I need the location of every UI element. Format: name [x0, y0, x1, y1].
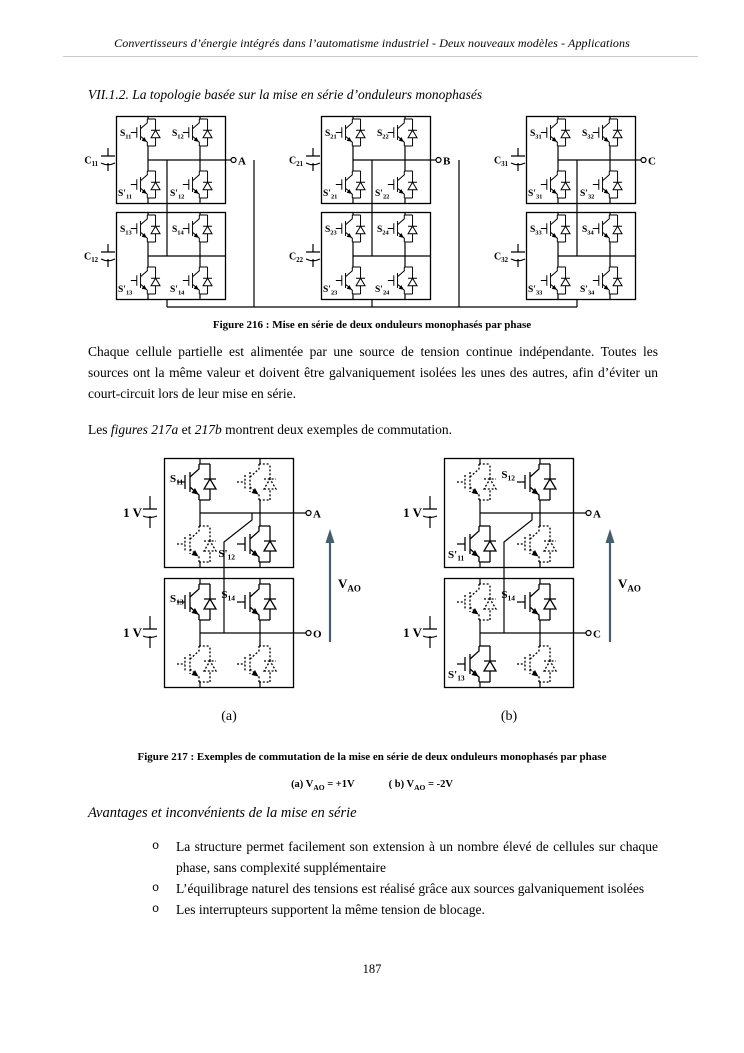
phase-terminal: [436, 158, 441, 163]
switch-label: $S'_{13}$: [118, 285, 133, 297]
capacitor-label: $C_{31}$: [493, 155, 508, 168]
switch-off: [517, 646, 556, 682]
header-rule: [63, 56, 698, 57]
terminal-a: [586, 511, 591, 516]
switch-label: $S_{13}$: [120, 225, 132, 237]
subcaption-b: ( b) $V_{AO} = -2V$: [388, 779, 453, 793]
switch-label: $S_{13}$: [170, 593, 184, 607]
switch-label: $S_{11}$: [120, 129, 132, 141]
phase-terminal-label: B: [443, 155, 451, 168]
switch-label: $S'_{23}$: [323, 285, 338, 297]
terminal-label: O: [313, 628, 322, 641]
source-label: 1 V: [403, 625, 422, 640]
voltage-label: $V_{AO}$: [618, 576, 641, 594]
phase-terminal: [641, 158, 646, 163]
switch-label: $S_{23}$: [325, 225, 337, 237]
switch-label: $S_{21}$: [325, 129, 337, 141]
terminal-label: A: [593, 508, 601, 521]
advantages-list: [152, 836, 658, 920]
running-header: Convertisseurs d’énergie intégrés dans l’automatisme industriel - Deux nouveaux modèles - Applications: [114, 36, 630, 50]
switch-label: $S'_{21}$: [323, 189, 338, 201]
switch-off: [457, 584, 496, 620]
switch-label: $S'_{11}$: [118, 189, 133, 201]
list-item-text: L’équilibrage naturel des tensions est réalisé grâce aux sources galvaniquement isolées: [176, 881, 645, 896]
switch-on: [237, 526, 276, 562]
switch-label: $S_{32}$: [582, 129, 594, 141]
list-item-text: Les interrupteurs supportent la même tension de blocage.: [176, 902, 485, 917]
source-label: 1 V: [123, 505, 142, 520]
switch-label: $S'_{11}$: [448, 549, 465, 563]
source-label: 1 V: [123, 625, 142, 640]
source-label: 1 V: [403, 505, 422, 520]
voltage-arrowhead: [326, 529, 335, 543]
text-run: et: [178, 422, 195, 437]
switch-label: $S_{14}$: [501, 589, 515, 603]
switch-off: [177, 526, 216, 562]
switch-label: $S_{24}$: [377, 225, 389, 237]
figure-reference: 217b: [194, 422, 222, 437]
switch-label: $S_{31}$: [530, 129, 542, 141]
list-item: [152, 878, 658, 899]
figure-216-caption: Figure 216 : Mise en série de deux onduleurs monophasés par phase: [212, 319, 532, 331]
switch-off: [237, 464, 276, 500]
switch-label: $S_{14}$: [221, 589, 235, 603]
phase-terminal: [231, 158, 236, 163]
cell-link-wire: [224, 513, 252, 633]
switch-label: $S'_{14}$: [170, 285, 185, 297]
body-paragraph: Chaque cellule partielle est alimentée par une source de tension continue indépendante. Toutes les sources ont la même valeur et doivent être galvaniquement isolées les unes des autres, afin d’éviter un court-circuit lors de leur mise en série.: [88, 344, 658, 401]
voltage-label: $V_{AO}$: [338, 576, 361, 594]
switch-on: [237, 584, 276, 620]
terminal-c: [586, 631, 591, 636]
capacitor-label: $C_{11}$: [84, 155, 98, 168]
capacitor-label: $C_{21}$: [288, 155, 303, 168]
switch-off: [517, 526, 556, 562]
text-run: Les: [88, 422, 111, 437]
phase-terminal-label: A: [238, 155, 246, 168]
figure-217-caption: Figure 217 : Exemples de commutation de la mise en série de deux onduleurs monophasés par phase: [137, 751, 607, 763]
switch-on: [517, 464, 556, 500]
section-title: VII.1.2. La topologie basée sur la mise en série d’onduleurs monophasés: [88, 87, 483, 102]
switch-label: $S'_{12}$: [218, 548, 235, 562]
text-run: montrent deux exemples de commutation.: [221, 422, 452, 437]
switch-off: [177, 646, 216, 682]
bullet-marker: o: [152, 839, 160, 853]
capacitor-label: $C_{22}$: [288, 251, 303, 264]
bullet-marker: o: [152, 902, 160, 916]
subfigure-a: [123, 458, 361, 724]
phase-terminal-label: C: [648, 155, 656, 168]
switch-off: [237, 646, 276, 682]
phase-b-column: [289, 116, 451, 307]
switch-label: $S'_{32}$: [580, 189, 595, 201]
switch-label: $S'_{22}$: [375, 189, 390, 201]
capacitor-label: $C_{12}$: [83, 251, 98, 264]
switch-label: $S'_{33}$: [528, 285, 543, 297]
switch-label: $S_{33}$: [530, 225, 542, 237]
terminal-o: [306, 631, 311, 636]
terminal-label: A: [313, 508, 321, 521]
switch-label: $S_{22}$: [377, 129, 389, 141]
switch-label: $S_{12}$: [501, 469, 515, 483]
switch-label: $S'_{24}$: [375, 285, 390, 297]
figure-217-subcaption: [0, 779, 744, 792]
switch-label: $S_{11}$: [170, 473, 184, 487]
switch-label: $S_{12}$: [172, 129, 184, 141]
phase-c-column: [494, 116, 656, 307]
switch-label: $S'_{12}$: [170, 189, 185, 201]
switch-on: [517, 584, 556, 620]
subcaption-a: (a) $V_{AO} = +1V$: [291, 779, 355, 793]
figure-reference: figures 217a: [110, 422, 179, 437]
switch-label: $S'_{31}$: [528, 189, 543, 201]
body-paragraph: [88, 419, 658, 440]
voltage-arrowhead: [606, 529, 615, 543]
capacitor-label: $C_{32}$: [493, 251, 508, 264]
terminal-label: C: [593, 628, 601, 641]
cell-link-wire: [504, 513, 532, 633]
advantages-heading: Avantages et inconvénients de la mise en série: [88, 805, 357, 821]
subfigure-b-label: (b): [500, 709, 518, 724]
phase-a-column: [84, 116, 246, 307]
figure-217-circuit-diagram: [112, 452, 657, 732]
switch-label: $S'_{13}$: [448, 669, 465, 683]
list-item: [152, 899, 658, 920]
switch-label: $S_{14}$: [172, 225, 184, 237]
list-item-text: La structure permet facilement son extension à un nombre élevé de cellules sur chaque phase, sans complexité supplémentaire: [176, 839, 658, 875]
switch-label: $S_{34}$: [582, 225, 594, 237]
terminal-a: [306, 511, 311, 516]
bullet-marker: o: [152, 881, 160, 895]
page-number: 187: [362, 962, 382, 976]
switch-label: $S'_{34}$: [580, 285, 595, 297]
subfigure-b: [403, 458, 641, 724]
figure-216-circuit-diagram: [62, 110, 682, 316]
switch-off: [457, 464, 496, 500]
list-item: [152, 836, 658, 878]
subfigure-a-label: (a): [221, 709, 237, 724]
